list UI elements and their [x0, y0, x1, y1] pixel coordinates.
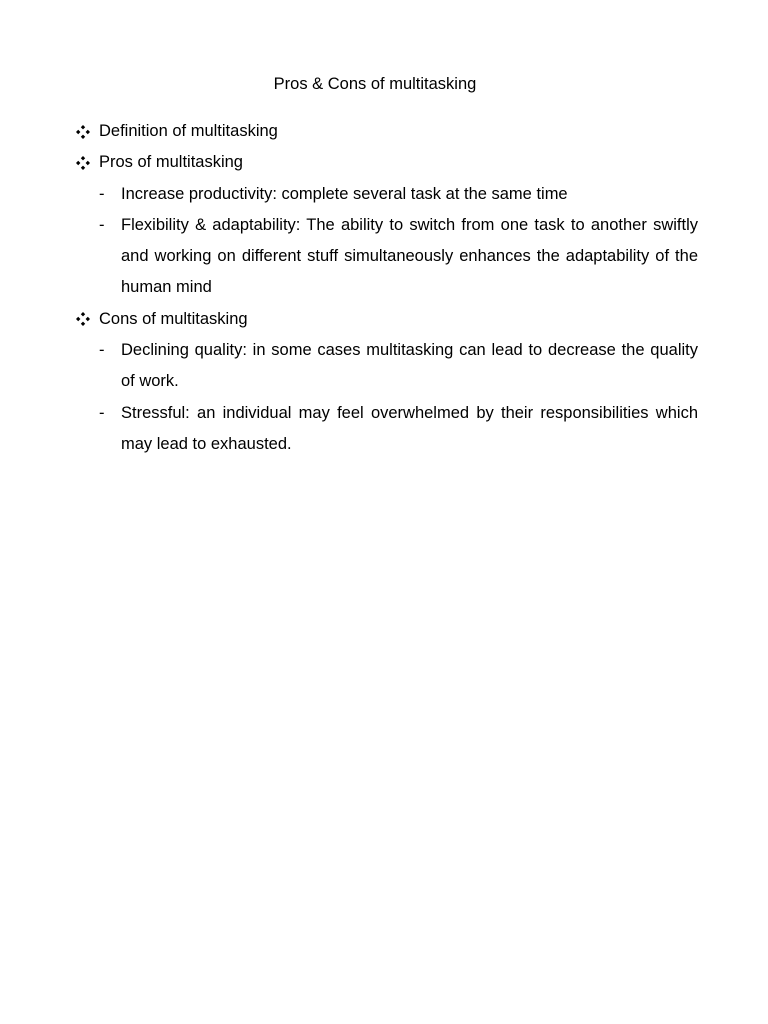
pros-sub-list	[99, 179, 698, 304]
sub-list-item	[99, 179, 698, 210]
sub-item-text: Declining quality: in some cases multitasking can lead to decrease the quality of work.	[121, 341, 698, 391]
four-diamond-bullet-icon	[76, 304, 92, 335]
dash-marker: -	[99, 341, 105, 360]
sub-item-text: Flexibility & adaptability: The ability to switch from one task to another swiftly and working on different stuff simultaneously enhances the adaptability of the human mind	[121, 215, 698, 297]
dash-marker: -	[99, 215, 105, 234]
outline-item-label: Cons of multitasking	[99, 309, 248, 328]
sub-list-item	[99, 210, 698, 304]
dash-marker: -	[99, 403, 105, 422]
four-diamond-bullet-icon	[76, 147, 92, 178]
sub-list-item	[99, 398, 698, 461]
outline-item-definition	[76, 116, 698, 147]
outline-item-pros	[76, 147, 698, 178]
sub-list-item	[99, 335, 698, 398]
sub-item-text: Stressful: an individual may feel overwhelmed by their responsibilities which may lead to exhausted.	[121, 403, 698, 453]
sub-item-text: Increase productivity: complete several task at the same time	[121, 184, 568, 203]
outline-item-cons	[76, 304, 698, 335]
outline-list	[76, 116, 698, 460]
cons-sub-list	[99, 335, 698, 460]
outline-item-label: Definition of multitasking	[99, 122, 278, 140]
dash-marker: -	[99, 184, 105, 203]
outline-item-label: Pros of multitasking	[99, 153, 243, 172]
four-diamond-bullet-icon	[76, 116, 92, 147]
document-title: Pros & Cons of multitasking	[273, 75, 477, 93]
